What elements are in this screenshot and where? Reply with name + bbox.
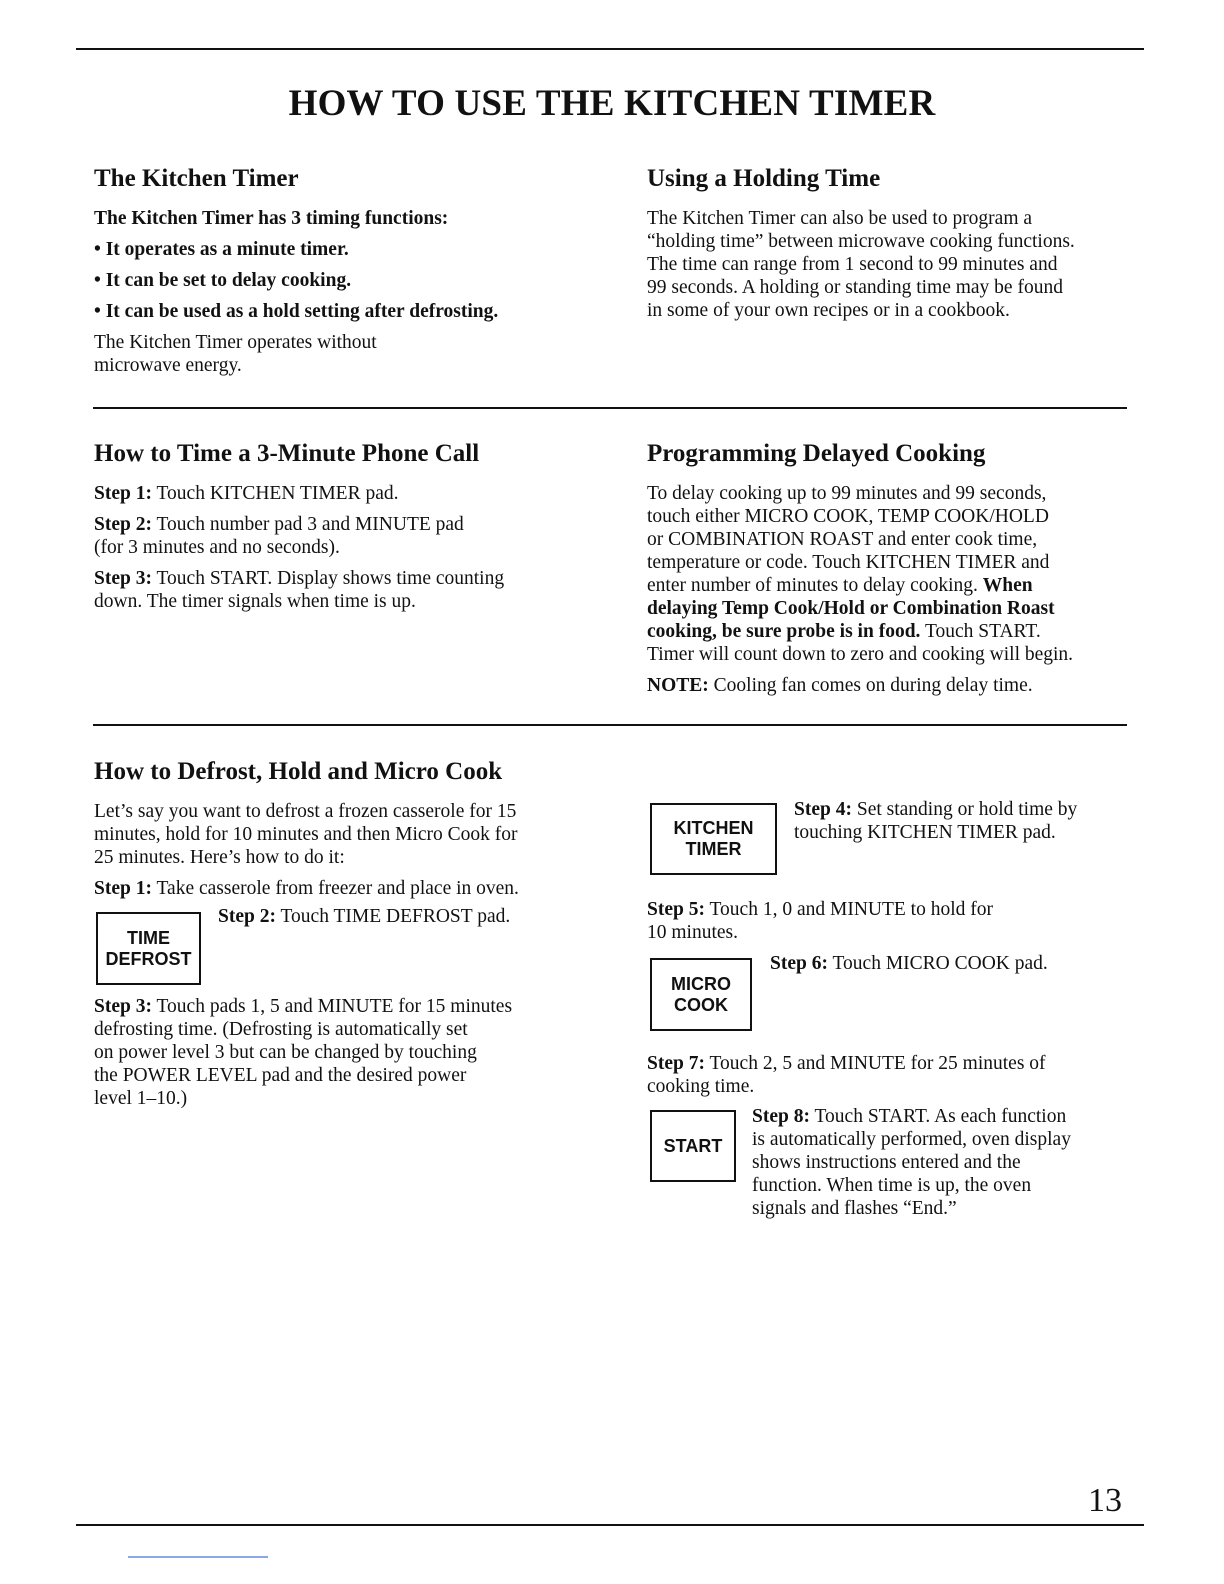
delayed-text: enter number of minutes to delay cooking. — [647, 575, 978, 596]
step-text: on power level 3 but can be changed by touching — [94, 1042, 477, 1063]
step-text: Touch MICRO COOK pad. — [832, 953, 1048, 974]
delayed-text: Touch START. — [924, 621, 1041, 642]
delayed-note — [647, 674, 1147, 697]
step-text: Touch KITCHEN TIMER pad. — [156, 483, 399, 504]
pad-label: KITCHEN — [673, 818, 754, 838]
pad-label: TIME — [126, 927, 170, 948]
step-text: cooking time. — [647, 1076, 755, 1097]
defrost-step-5 — [647, 898, 1127, 944]
kitchen-timer-heading: The Kitchen Timer — [94, 165, 299, 192]
holding-time-heading: Using a Holding Time — [647, 165, 881, 192]
time-defrost-pad — [96, 912, 201, 985]
top-rule — [76, 48, 1144, 50]
holding-time-section — [647, 165, 1147, 322]
delayed-line: temperature or code. Touch KITCHEN TIMER and — [647, 552, 1050, 573]
holding-time-line: The time can range from 1 second to 99 minutes and — [647, 254, 1058, 275]
kitchen-timer-pad — [650, 803, 777, 875]
step-label: Step 4: — [794, 799, 852, 820]
phone-step-1 — [94, 482, 614, 505]
step-label: Step 2: — [94, 514, 152, 535]
delayed-bold-text: cooking, be sure probe is in food. — [647, 621, 921, 642]
delayed-bold-text: When — [982, 575, 1033, 596]
kitchen-timer-intro: The Kitchen Timer has 3 timing functions: — [94, 208, 449, 229]
defrost-step-7 — [647, 1052, 1127, 1098]
defrost-intro-line: minutes, hold for 10 minutes and then Micro Cook for — [94, 824, 518, 845]
step-text: Touch TIME DEFROST pad. — [280, 906, 511, 927]
phone-call-section — [94, 440, 614, 621]
kitchen-timer-section — [94, 165, 614, 377]
bottom-rule — [76, 1524, 1144, 1526]
step-text: touching KITCHEN TIMER pad. — [794, 822, 1056, 843]
step-label: Step 6: — [770, 953, 828, 974]
defrost-step-6 — [770, 952, 1048, 975]
delayed-cooking-heading: Programming Delayed Cooking — [647, 440, 986, 467]
holding-time-line: in some of your own recipes or in a cookbook. — [647, 300, 1010, 321]
step-text: Touch number pad 3 and MINUTE pad — [156, 514, 464, 535]
delayed-line — [647, 597, 1147, 620]
delayed-line — [647, 620, 1147, 643]
pad-label: COOK — [674, 994, 728, 1015]
step-text: down. The timer signals when time is up. — [94, 591, 416, 612]
divider-rule-1 — [93, 407, 1127, 409]
step-text: signals and flashes “End.” — [752, 1198, 957, 1219]
decorative-blue-line — [128, 1556, 268, 1558]
defrost-step-4 — [794, 798, 1134, 844]
defrost-step-3 — [94, 995, 614, 1110]
step-text: shows instructions entered and the — [752, 1152, 1021, 1173]
step-label: Step 1: — [94, 878, 152, 899]
phone-step-3 — [94, 567, 614, 613]
bullet-item: • It operates as a minute timer. — [94, 239, 349, 260]
step-text: function. When time is up, the oven — [752, 1175, 1032, 1196]
kitchen-timer-note-line: The Kitchen Timer operates without — [94, 332, 377, 353]
step-text: the POWER LEVEL pad and the desired power — [94, 1065, 467, 1086]
step-text: Touch 1, 0 and MINUTE to hold for — [709, 899, 994, 920]
bullet-item: • It can be set to delay cooking. — [94, 270, 352, 291]
step-text: is automatically performed, oven display — [752, 1129, 1071, 1150]
phone-step-2 — [94, 513, 614, 559]
step-label: Step 5: — [647, 899, 705, 920]
note-text: Cooling fan comes on during delay time. — [713, 675, 1033, 696]
step-label: Step 7: — [647, 1053, 705, 1074]
pad-label: MICRO — [671, 973, 731, 994]
delayed-bold-text: delaying Temp Cook/Hold or Combination Roast — [647, 598, 1055, 619]
step-text: Touch pads 1, 5 and MINUTE for 15 minutes — [156, 996, 513, 1017]
note-label: NOTE: — [647, 675, 709, 696]
defrost-intro-line: 25 minutes. Here’s how to do it: — [94, 847, 345, 868]
phone-call-heading: How to Time a 3-Minute Phone Call — [94, 440, 480, 467]
step-label: Step 3: — [94, 568, 152, 589]
holding-time-line: 99 seconds. A holding or standing time may be found — [647, 277, 1063, 298]
step-text: Touch START. Display shows time counting — [156, 568, 505, 589]
holding-time-line: “holding time” between microwave cooking functions. — [647, 231, 1075, 252]
pad-label: START — [663, 1135, 723, 1156]
holding-time-line: The Kitchen Timer can also be used to program a — [647, 208, 1033, 229]
delayed-line: touch either MICRO COOK, TEMP COOK/HOLD — [647, 506, 1049, 527]
defrost-step-1 — [94, 877, 624, 900]
page-number: 13 — [1088, 1482, 1122, 1519]
kitchen-timer-note-line: microwave energy. — [94, 355, 242, 376]
step-text: (for 3 minutes and no seconds). — [94, 537, 340, 558]
step-label: Step 2: — [218, 906, 276, 927]
step-label: Step 1: — [94, 483, 152, 504]
defrost-intro-line: Let’s say you want to defrost a frozen casserole for 15 — [94, 801, 517, 822]
delayed-line: Timer will count down to zero and cooking will begin. — [647, 644, 1074, 665]
start-pad — [650, 1110, 736, 1182]
delayed-line: To delay cooking up to 99 minutes and 99 seconds, — [647, 483, 1047, 504]
defrost-hold-section — [94, 758, 624, 900]
page-title: HOW TO USE THE KITCHEN TIMER — [288, 83, 936, 124]
step-text: defrosting time. (Defrosting is automatically set — [94, 1019, 468, 1040]
step-text: Touch START. As each function — [814, 1106, 1067, 1127]
pad-label: TIMER — [685, 839, 742, 859]
delayed-line — [647, 574, 1147, 597]
defrost-step-8 — [752, 1105, 1142, 1220]
step-label: Step 3: — [94, 996, 152, 1017]
step-text: 10 minutes. — [647, 922, 738, 943]
bullet-item: • It can be used as a hold setting after defrosting. — [94, 301, 499, 322]
delayed-line: or COMBINATION ROAST and enter cook time, — [647, 529, 1038, 550]
delayed-cooking-section — [647, 440, 1147, 697]
defrost-step-2 — [218, 905, 510, 928]
defrost-hold-heading: How to Defrost, Hold and Micro Cook — [94, 758, 503, 785]
pad-label: DEFROST — [105, 948, 192, 969]
step-text: Set standing or hold time by — [856, 799, 1078, 820]
step-text: Take casserole from freezer and place in oven. — [156, 878, 519, 899]
divider-rule-2 — [93, 724, 1127, 726]
step-label: Step 8: — [752, 1106, 810, 1127]
micro-cook-pad — [650, 958, 752, 1031]
step-text: Touch 2, 5 and MINUTE for 25 minutes of — [709, 1053, 1046, 1074]
step-text: level 1–10.) — [94, 1088, 188, 1109]
